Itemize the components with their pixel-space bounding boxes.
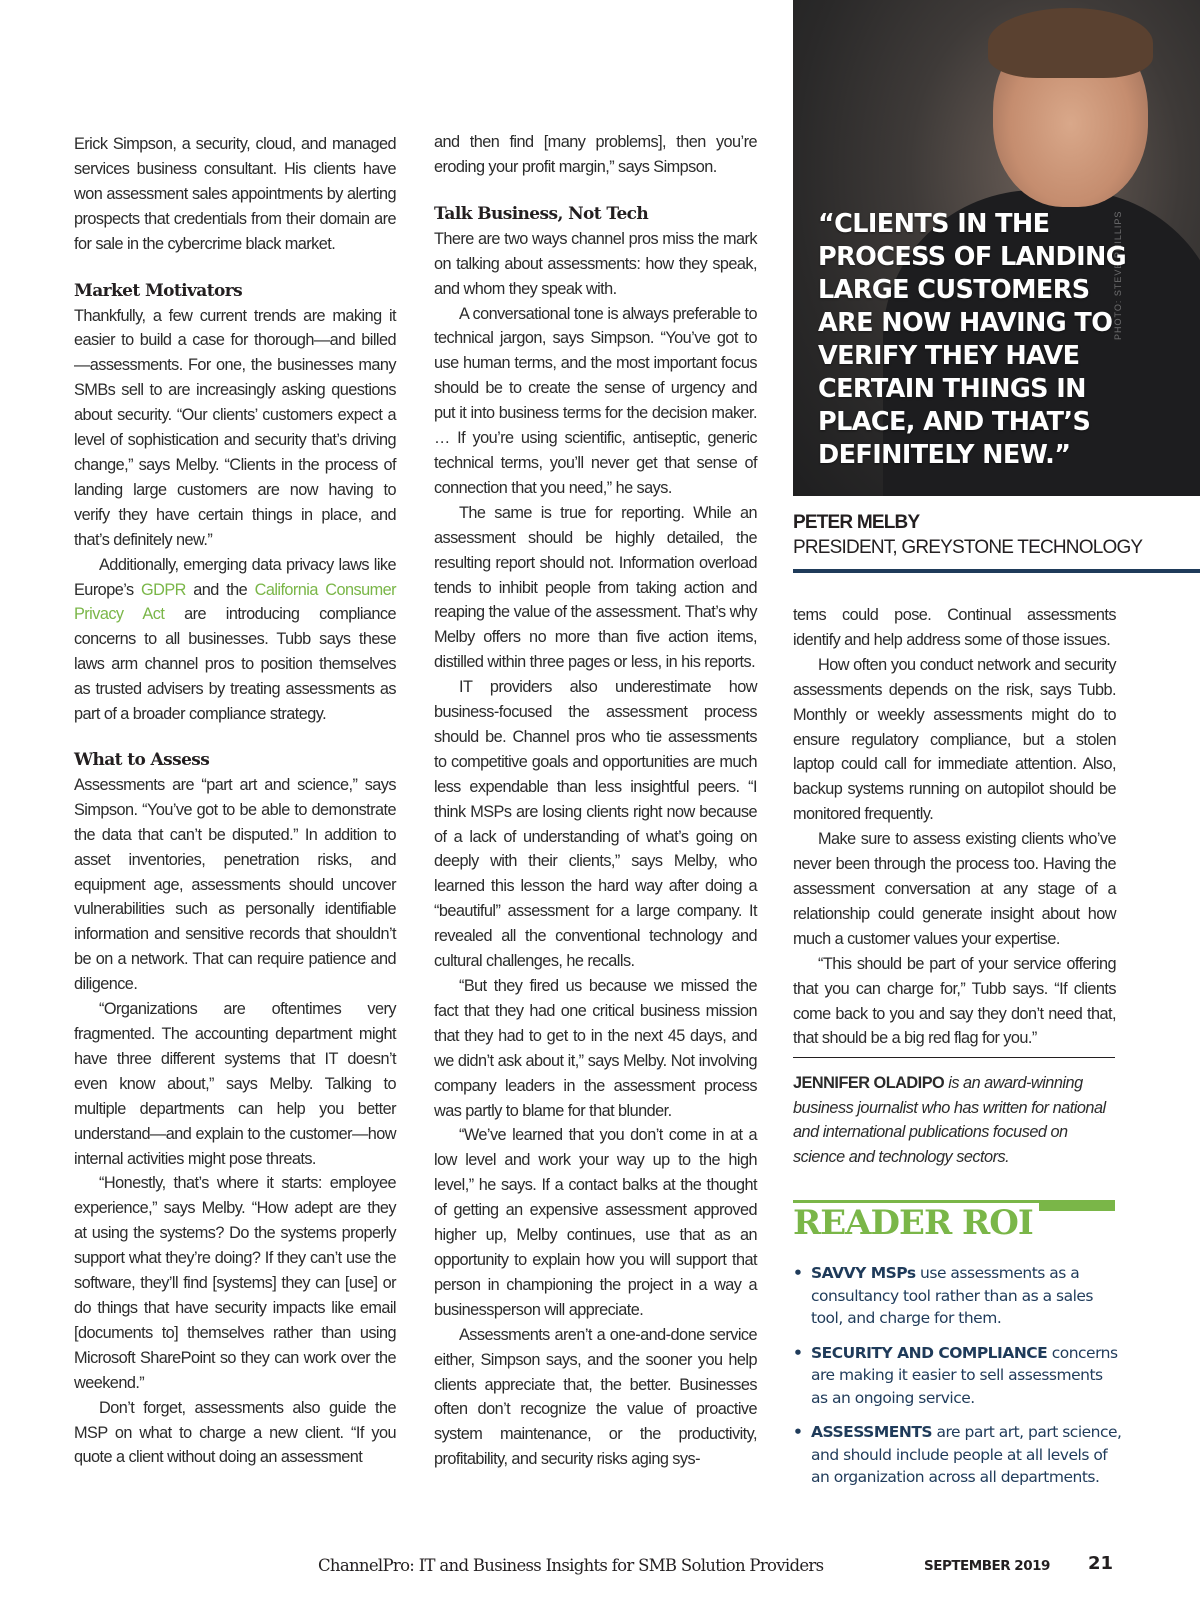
- pull-quote-line: PLACE, AND THAT’S: [818, 407, 1091, 437]
- speaker-title: PRESIDENT, GREYSTONE TECHNOLOGY: [793, 537, 1143, 558]
- body-paragraph: A conversational tone is always preferable to technical jargon, says Simpson. “You’ve got to use human terms, and the most important focus should be to create the sense of urgency and put it into business terms for the decision maker. … If you’re using scientific, antiseptic, generic technical terms, you’ll never get that sense of connection that you need,” he says.: [434, 304, 757, 497]
- body-paragraph: “But they fired us because we missed the fact that they had one critical business mission that they had to get to in the next 45 days, and we didn’t ask about it,” says Melby. Not involving company leaders in the assessment process was partly to blame for that blunder.: [434, 977, 757, 1120]
- speaker-name: PETER MELBY: [793, 512, 920, 533]
- body-paragraph: “Organizations are oftentimes very fragmented. The accounting department might have three different systems that IT doesn’t even know about,” says Melby. Talking to multiple departments can help you better understand—and explain to the customer—how internal activities might pose threats.: [74, 1000, 396, 1168]
- reader-roi-list: [793, 1262, 1123, 1501]
- page-number: 21: [1088, 1553, 1114, 1574]
- body-paragraph: The same is true for reporting. While an assessment should be highly detailed, the resulting report should not. Information overload tends to inhibit people from taking action and reaping the value of the assessment. That’s why Melby offers no more than five action items, distilled within three pages or less, in his reports.: [434, 503, 757, 672]
- body-paragraph: “This should be part of your service offering that you can charge for,” Tubb says. “If clients come back to you and say they don’t need that, that should be a big red flag for you.”: [793, 954, 1116, 1048]
- reader-roi-item: [793, 1262, 1123, 1330]
- pull-quote: [818, 208, 1128, 472]
- pull-quote-line: CERTAIN THINGS IN: [818, 374, 1086, 404]
- body-paragraph: Make sure to assess existing clients who’ve never been through the process too. Having the assessment conversation at any stage of a relationship could generate insight about how much a customer values your expertise.: [793, 830, 1116, 948]
- article-column-1: [74, 132, 396, 1470]
- body-paragraph: Assessments are “part art and science,” says Simpson. “You’ve got to be able to demonstrate the data that can’t be disputed.” In addition to asset inventories, penetration risks, and equipment age, assessments should uncover vulnerabilities such as personally identifiable information and sensitive records that shouldn’t be on a network. That can require patience and diligence.: [74, 775, 396, 994]
- body-paragraph-privacy-laws: Additionally, emerging data privacy laws like Europe’s GDPR and the California Consumer Privacy Act are introducing compliance concerns to all businesses. Tubb says these laws arm channel pros to position themselves as trusted advisers by treating assessments as part of a broader compliance strategy.: [74, 555, 397, 724]
- body-paragraph: “Honestly, that’s where it starts: employee experience,” says Melby. “How adept are they at using the systems? Do the systems properly support what they’re doing? If they can’t use the software, they’ll find [systems] they can [use] or do things that have security impacts like email [documents to] themselves rather than using Microsoft SharePoint so they can work over the weekend.”: [74, 1174, 396, 1392]
- reader-roi-title: READER ROI: [793, 1203, 1039, 1243]
- quote-attribution: [793, 510, 1193, 560]
- roi-item-lead: SAVVY MSPs: [811, 1264, 916, 1282]
- author-bio-text: is an award-winning business journalist who has written for national and international publications focused on science and technology sectors.: [793, 1074, 1106, 1166]
- bullet-icon: •: [793, 1264, 803, 1282]
- article-column-3: [793, 603, 1116, 1051]
- body-paragraph: and then find [many problems], then you’re eroding your profit margin,” says Simpson.: [434, 133, 757, 176]
- body-paragraph: There are two ways channel pros miss the mark on talking about assessments: how they speak, and whom they speak with.: [434, 229, 757, 298]
- pull-quote-line: VERIFY THEY HAVE: [818, 341, 1080, 371]
- bio-divider: [793, 1057, 1115, 1058]
- body-paragraph: How often you conduct network and security assessments depends on the risk, says Tubb. Monthly or weekly assessments might do to ensure regulatory compliance, but a stolen laptop could call for immediate attention. Also, backup systems running on autopilot should be monitored frequently.: [793, 655, 1116, 824]
- body-paragraph: IT providers also underestimate how business-focused the assessment process should be. Channel pros who tie assessments to competitive goals and opportunities are much less expendable than less insightful peers. “I think MSPs are losing clients right now because of a lack of understanding of what’s going on deeply with their clients,” says Melby, who learned this lesson the hard way after doing a “beautiful” assessment for a large company. It revealed all the conventional technology and cultural challenges, he recalls.: [434, 678, 757, 971]
- body-paragraph: Assessments aren’t a one-and-done service either, Simpson says, and the sooner you help clients appreciate that, the better. Businesses often don’t recognize the value of proactive system maintenance, or the productivity, profitability, and security risks aging sys-: [434, 1325, 757, 1469]
- body-paragraph: Don’t forget, assessments also guide the MSP on what to charge a new client. “If you quote a client without doing an assessment: [74, 1398, 396, 1467]
- roi-item-lead: ASSESSMENTS: [811, 1423, 933, 1441]
- roi-item-text: concerns are making it easier to sell assessments as an ongoing service.: [811, 1343, 1118, 1407]
- roi-item-text: use assessments as a consultancy tool rather than as a sales tool, and charge for them.: [811, 1264, 1094, 1327]
- photo-credit: PHOTO: STEVE PHILLIPS: [1113, 210, 1123, 340]
- bullet-icon: •: [793, 1423, 803, 1441]
- reader-roi-item: [793, 1342, 1123, 1410]
- bullet-icon: •: [793, 1343, 803, 1362]
- attribution-divider: [793, 569, 1200, 573]
- ccpa-link[interactable]: California Consumer Privacy Act: [74, 580, 397, 624]
- author-name: JENNIFER OLADIPO: [793, 1074, 945, 1092]
- body-paragraph: tems could pose. Continual assessments identify and help address some of those issues.: [793, 606, 1116, 649]
- article-column-2: [434, 130, 757, 1472]
- footer-publication: ChannelPro: IT and Business Insights for SMB Solution Providers: [318, 1556, 824, 1575]
- subhead-talk-business: Talk Business, Not Tech: [434, 203, 649, 224]
- footer-date: SEPTEMBER 2019: [924, 1558, 1050, 1574]
- subhead-what-to-assess: What to Assess: [74, 749, 210, 770]
- reader-roi-item: [793, 1421, 1123, 1489]
- pull-quote-line: DEFINITELY NEW.”: [818, 440, 1071, 470]
- pull-quote-line: ARE NOW HAVING TO: [818, 308, 1113, 338]
- author-bio: [793, 1071, 1118, 1169]
- body-paragraph: “We’ve learned that you don’t come in at a low level and work your way up to the high level,” he says. If a contact balks at the thought of getting an expensive assessment approved higher up, Melby continues, use that as an opportunity to explain how you will support that person in championing the project in a way a businessperson will appreciate.: [434, 1126, 757, 1319]
- subhead-market-motivators: Market Motivators: [74, 280, 243, 301]
- photo-hair-shape: [988, 8, 1153, 78]
- body-paragraph: Erick Simpson, a security, cloud, and managed services business consultant. His clients have won assessment sales appointments by alerting prospects that credentials from their domain are for sale in the cybercrime black market.: [74, 135, 396, 253]
- pull-quote-line: “CLIENTS IN THE: [818, 209, 1050, 239]
- roi-item-lead: SECURITY AND COMPLIANCE: [811, 1343, 1048, 1362]
- gdpr-link[interactable]: GDPR: [141, 580, 186, 599]
- pull-quote-line: LARGE CUSTOMERS: [818, 275, 1090, 305]
- pull-quote-line: PROCESS OF LANDING: [818, 242, 1127, 272]
- body-paragraph: Thankfully, a few current trends are making it easier to build a case for thorough—and billed—assessments. For one, the businesses many SMBs sell to are increasingly asking questions about security. “Our clients’ customers expect a level of sophistication and security that’s driving change,” says Melby. “Clients in the process of landing large customers are now having to verify they have certain things in place, and that’s definitely new.”: [74, 306, 396, 549]
- roi-item-text: are part art, part science, and should include people at all levels of an organization across all departments.: [811, 1423, 1122, 1486]
